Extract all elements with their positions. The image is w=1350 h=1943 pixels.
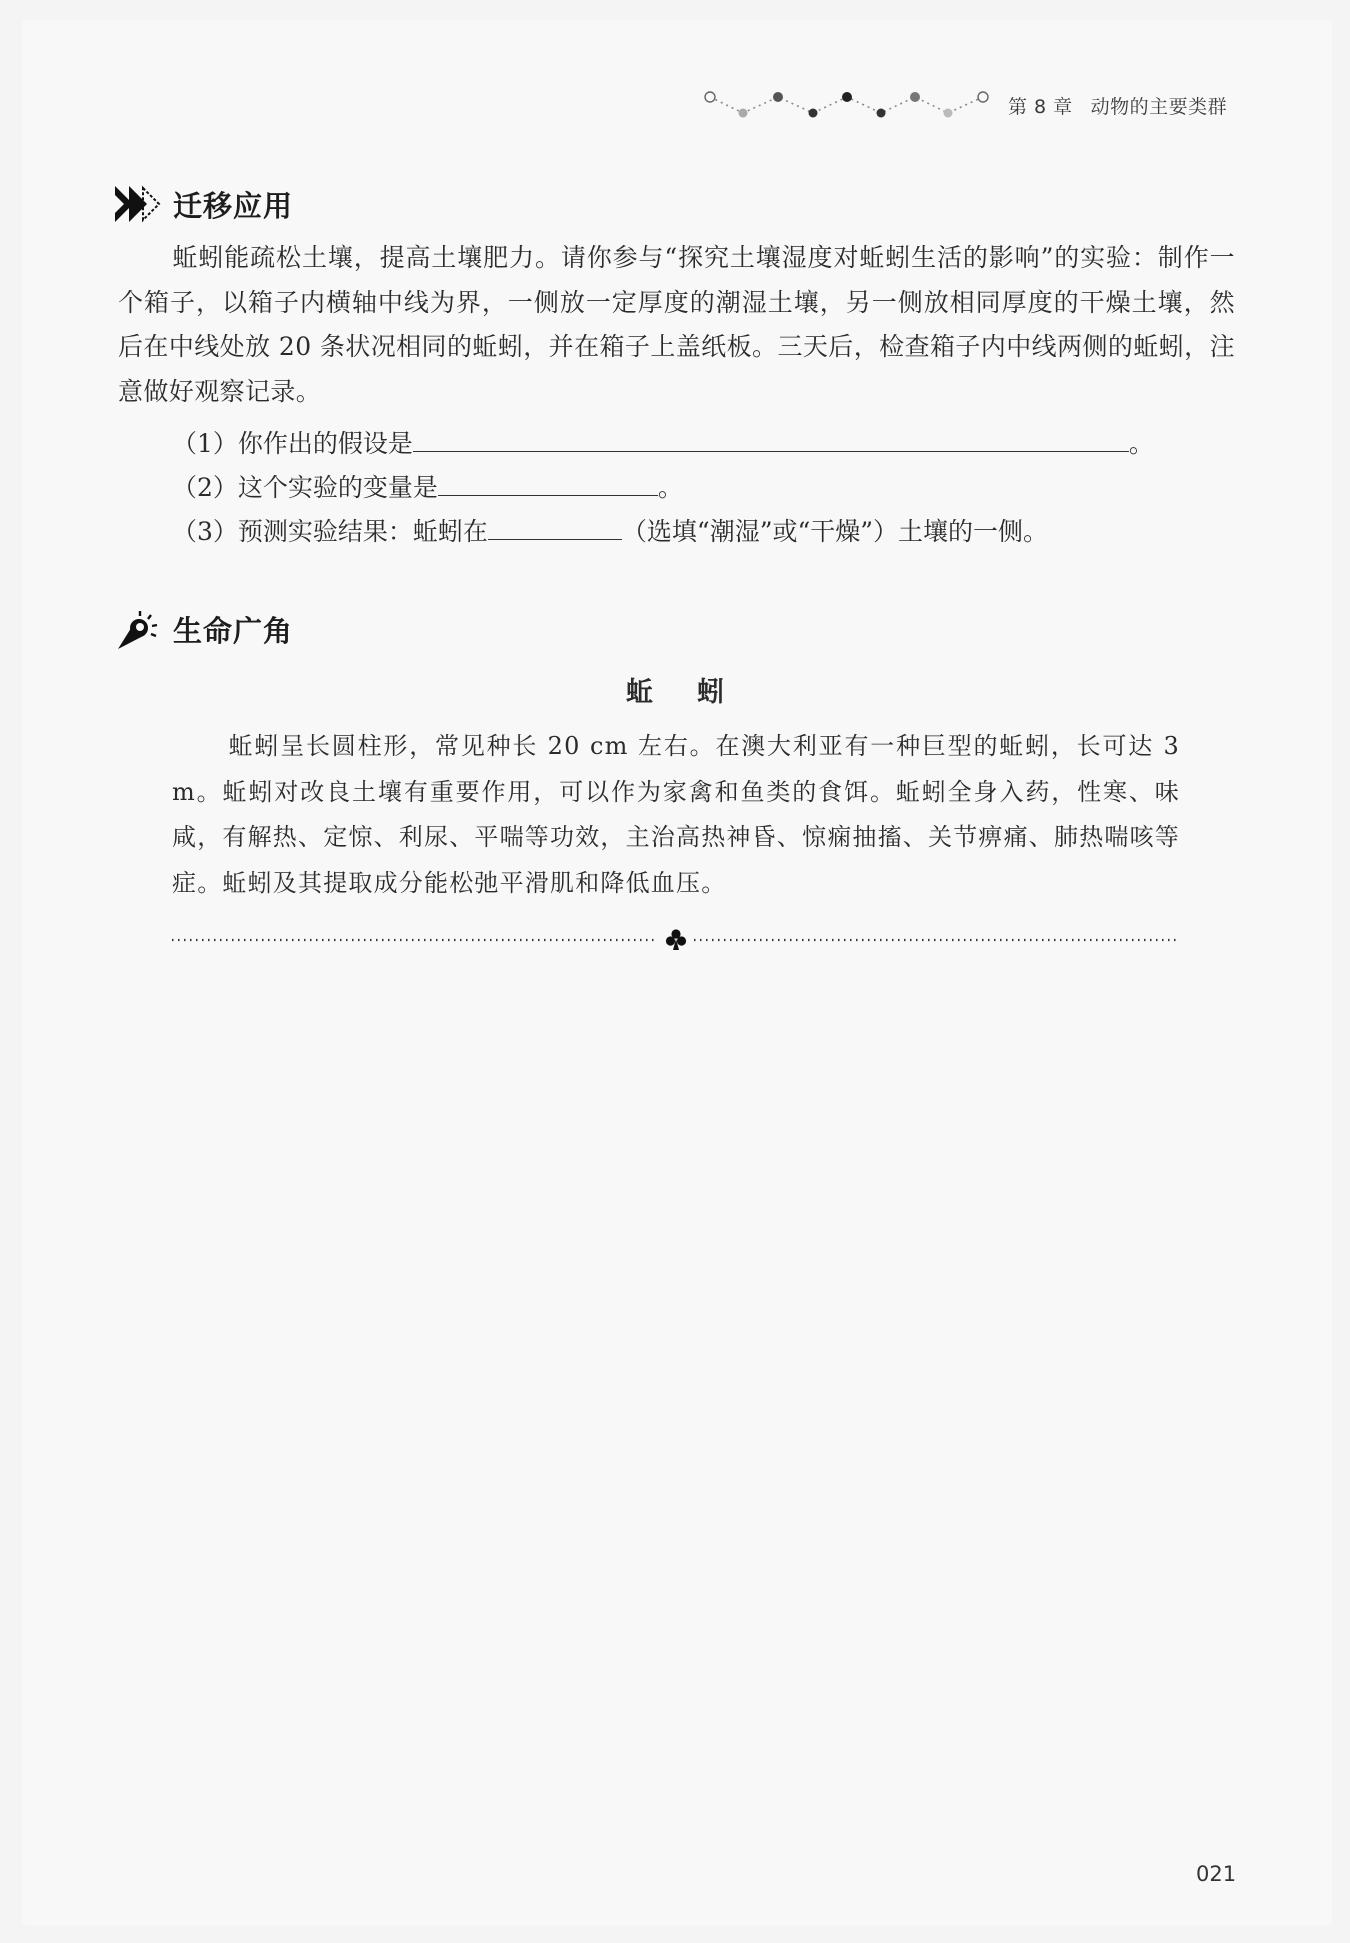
question-number: （1） xyxy=(172,429,238,458)
answer-blank[interactable] xyxy=(413,429,1129,452)
answer-blank[interactable] xyxy=(488,517,622,540)
question-text: 预测实验结果：蚯蚓在 xyxy=(237,517,488,546)
question-2 xyxy=(172,468,683,504)
chapter-title: 动物的主要类群 xyxy=(1090,96,1228,118)
article-body xyxy=(172,724,1180,906)
question-number: （2） xyxy=(172,473,238,502)
dotted-divider xyxy=(172,928,1180,952)
section-title: 生命广角 xyxy=(173,613,294,648)
bead-chain-ornament-icon xyxy=(703,82,993,122)
article-title: 蚯蚓 xyxy=(626,677,768,708)
section-title: 迁移应用 xyxy=(173,188,294,223)
chapter-label xyxy=(1008,92,1227,119)
article-text: 蚯蚓呈长圆柱形，常见种长 20 cm 左右。在澳大利亚有一种巨型的蚯蚓，长可达 3 m。蚯蚓对改良土壤有重要作用，可以作为家禽和鱼类的食饵。蚯蚓全身入药，性寒、味咸，有解热、定惊、利尿、平喘等功效，主治高热神昏、惊痫抽搐、关节痹痛、肺热喘咳等症。蚯蚓及其提取成分能松弛平滑肌和降低血压。 xyxy=(172,732,1180,897)
question-text: 这个实验的变量是 xyxy=(237,473,438,502)
question-end: （选填“潮湿”或“干燥”）土壤的一侧。 xyxy=(621,517,1049,546)
club-icon xyxy=(666,929,686,950)
section-heading-transfer xyxy=(113,180,293,228)
lightbulb-icon xyxy=(113,605,169,653)
question-end: 。 xyxy=(657,473,683,502)
experiment-paragraph xyxy=(118,236,1235,414)
question-number: （3） xyxy=(172,517,238,546)
page-header xyxy=(703,82,1243,122)
question-end: 。 xyxy=(1128,429,1154,458)
question-text: 你作出的假设是 xyxy=(237,429,413,458)
page-number: 021 xyxy=(1196,1862,1237,1886)
section-heading-life xyxy=(113,605,293,653)
question-3 xyxy=(172,512,1048,548)
section-divider xyxy=(172,928,1180,952)
answer-blank[interactable] xyxy=(438,473,658,496)
chapter-number: 第 8 章 xyxy=(1008,96,1073,118)
double-chevron-play-icon xyxy=(113,180,169,228)
question-1 xyxy=(172,424,1154,460)
paragraph-text: 蚯蚓能疏松土壤，提高土壤肥力。请你参与“探究土壤湿度对蚯蚓生活的影响”的实验：制作一个箱子，以箱子内横轴中线为界，一侧放一定厚度的潮湿土壤，另一侧放相同厚度的干燥土壤，然后在中线处放 20 条状况相同的蚯蚓，并在箱子上盖纸板。三天后，检查箱子内中线两侧的蚯蚓，注意做好观察记录。 xyxy=(118,243,1235,406)
